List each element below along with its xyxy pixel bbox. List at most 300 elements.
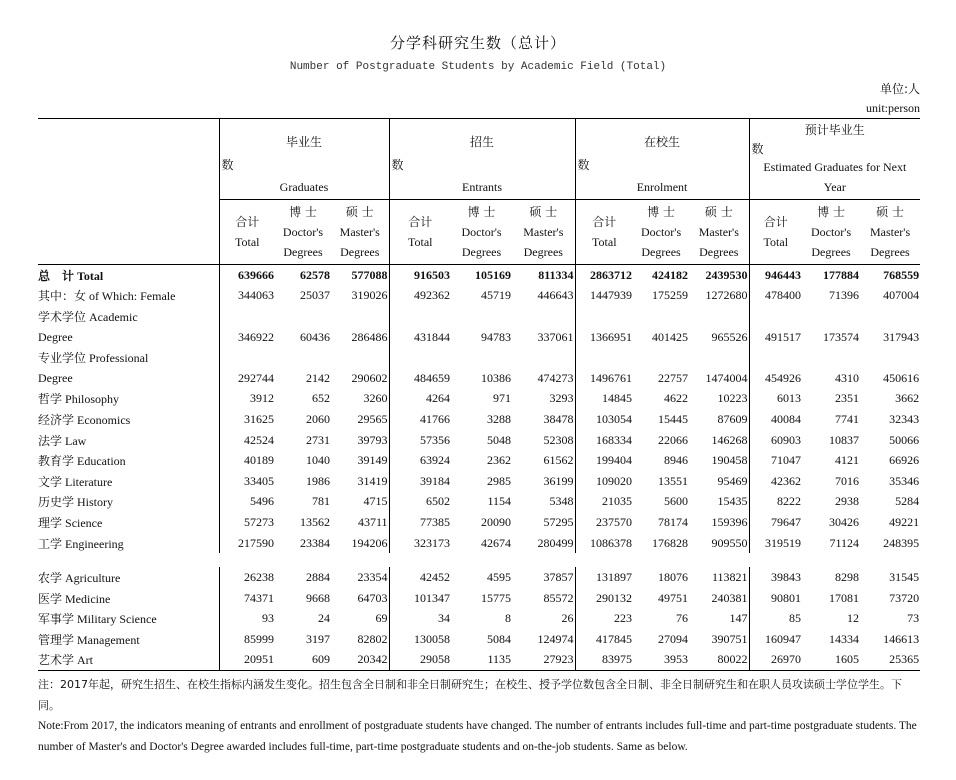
table-cell: 4595 (487, 570, 512, 585)
row-label-cn: 文学 (38, 474, 63, 489)
table-cell: 42452 (389, 567, 451, 588)
row-label-cn: 教育学 (38, 454, 75, 469)
table-cell: 17081 (829, 590, 860, 605)
table-cell: 109020 (575, 471, 633, 492)
subheader-doctor (633, 200, 689, 265)
table-cell: 93 (219, 609, 275, 630)
subheader-doctor (802, 200, 860, 265)
table-cell: 42524 (219, 430, 275, 451)
table-cell: 82802 (357, 631, 388, 646)
table-row (38, 347, 920, 368)
table-cell (331, 347, 389, 368)
table-cell: 15445 (658, 411, 689, 426)
subheader-total (749, 200, 802, 265)
row-label-en: Degree (38, 329, 73, 344)
table-cell: 32343 (889, 411, 920, 426)
table-cell: 2731 (306, 432, 330, 447)
table-cell: 69 (375, 611, 388, 626)
table-cell: 577088 (331, 265, 389, 286)
note-cn: 注：2017年起，研究生招生、在校生指标内涵发生变化。招生包含全日制和非全日制研究生；在校生、授予学位数包含全日制、非全日制研究生和在职人员攻读硕士学位学生。下同。 (38, 678, 902, 712)
subheader-total (219, 200, 275, 265)
row-label-en: Science (65, 515, 103, 530)
table-cell: 24 (318, 611, 330, 626)
table-cell: 10386 (481, 370, 512, 385)
table-cell: 36199 (543, 473, 574, 488)
table-cell: 31545 (889, 570, 920, 585)
table-cell (689, 306, 749, 327)
row-label-cn: 工学 (38, 536, 63, 551)
table-cell (860, 347, 920, 368)
subheader-total (389, 200, 451, 265)
table-cell: 14334 (829, 631, 860, 646)
subheader-text: Master's (869, 225, 911, 239)
subheader-text: 硕 士 (529, 205, 558, 219)
row-label-cn: 专业学位 (38, 351, 87, 366)
gap-cell (38, 553, 219, 567)
row-label-en: Education (77, 454, 126, 469)
table-cell: 22066 (658, 432, 689, 447)
table-cell: 280499 (537, 535, 574, 550)
table-cell: 2362 (487, 453, 512, 468)
table-cell: 9668 (306, 590, 330, 605)
row-label (38, 588, 219, 609)
table-cell: 4310 (835, 370, 860, 385)
table-cell: 38478 (543, 411, 574, 426)
table-cell: 3197 (306, 631, 330, 646)
table-row (38, 588, 920, 609)
table-cell: 40084 (749, 409, 802, 430)
table-cell: 39184 (389, 471, 451, 492)
row-label-cn: 哲学 (38, 392, 63, 407)
table-cell: 474273 (537, 370, 574, 385)
table-cell: 424182 (633, 265, 689, 286)
table-cell: 168334 (575, 430, 633, 451)
table-cell: 286486 (351, 329, 388, 344)
subheader-text: Master's (339, 225, 380, 239)
table-cell: 401425 (652, 329, 689, 344)
table-cell: 1086378 (575, 533, 633, 554)
gap-cell (802, 553, 860, 567)
table-cell: 248395 (883, 535, 920, 550)
table-cell: 1986 (306, 473, 330, 488)
table-cell: 317943 (883, 329, 920, 344)
group-header-enrolment (575, 119, 749, 200)
table-cell: 63924 (389, 450, 451, 471)
group-header-entrants (389, 119, 575, 200)
table-cell: 609 (275, 650, 331, 671)
subheader-text: 硕 士 (704, 205, 733, 219)
table-cell: 2142 (306, 370, 330, 385)
table-cell: 71124 (829, 535, 860, 550)
table-cell: 2351 (835, 391, 860, 406)
row-label-en: Engineering (65, 536, 124, 551)
row-label-en: Economics (77, 412, 131, 427)
table-cell: 1154 (487, 494, 512, 509)
table-cell: 43711 (357, 514, 388, 529)
table-cell: 3293 (549, 391, 574, 406)
row-label (38, 450, 219, 471)
table-cell (331, 306, 389, 327)
row-label-cn: 经济学 (38, 412, 75, 427)
postgraduate-table (38, 118, 920, 671)
row-label (38, 409, 219, 430)
row-label-en: Medicine (65, 591, 111, 606)
table-row (38, 609, 920, 630)
table-cell: 8946 (664, 453, 689, 468)
gap-cell (633, 553, 689, 567)
table-cell: 49751 (658, 590, 689, 605)
table-cell: 8222 (749, 492, 802, 513)
table-cell: 30426 (829, 514, 860, 529)
table-cell: 7016 (835, 473, 860, 488)
table-cell: 73720 (889, 590, 920, 605)
subheader-text: Degrees (523, 245, 563, 259)
row-label-cn: 法学 (38, 433, 63, 448)
table-row (38, 492, 920, 513)
table-cell: 3912 (219, 389, 275, 410)
table-cell (219, 306, 275, 327)
table-cell: 77385 (389, 512, 451, 533)
table-cell: 78174 (658, 514, 689, 529)
table-cell: 3288 (487, 411, 512, 426)
row-label (38, 327, 219, 348)
group-header-estimated (749, 119, 920, 200)
table-cell: 177884 (802, 265, 860, 286)
row-label-cn: 总 计 (38, 268, 75, 283)
table-cell: 25037 (300, 288, 330, 303)
row-label-en: Management (77, 632, 140, 647)
row-label (38, 286, 219, 307)
subheader-text: Degrees (340, 245, 380, 259)
table-cell: 652 (312, 391, 330, 406)
table-cell: 95469 (717, 473, 748, 488)
table-cell: 4715 (363, 494, 388, 509)
row-label-en: Degree (38, 370, 73, 385)
table-cell: 57356 (389, 430, 451, 451)
page-subtitle: Number of Postgraduate Students by Academic Field (Total) (289, 61, 667, 73)
table-cell: 66926 (889, 453, 920, 468)
table-cell: 20951 (219, 650, 275, 671)
row-label-en: Professional (89, 351, 149, 366)
table-cell: 76 (676, 611, 689, 626)
table-row (38, 533, 920, 554)
group-cn-label: 毕业生 (286, 135, 323, 149)
table-cell: 85572 (543, 590, 574, 605)
table-cell: 13562 (300, 514, 330, 529)
group-header-graduates (219, 119, 389, 200)
table-cell: 29058 (389, 650, 451, 671)
table-cell: 491517 (749, 327, 802, 348)
table-cell (749, 347, 802, 368)
subheader-text: 合计 (592, 215, 617, 229)
table-cell: 39149 (357, 453, 388, 468)
gap-cell (860, 553, 920, 567)
subheader-text: Total (408, 235, 433, 249)
row-label (38, 512, 219, 533)
table-cell: 319519 (749, 533, 802, 554)
subheader-text: 博 士 (647, 205, 675, 219)
table-cell: 23384 (300, 535, 330, 550)
table-cell (860, 306, 920, 327)
table-cell: 4622 (664, 391, 689, 406)
table-cell: 39793 (357, 432, 388, 447)
table-cell: 240381 (711, 590, 748, 605)
table-cell: 12 (847, 611, 860, 626)
table-cell: 337061 (537, 329, 574, 344)
table-cell: 8 (505, 611, 512, 626)
row-label-en: Law (65, 433, 87, 448)
row-label-cn: 管理学 (38, 632, 75, 647)
row-label-header (38, 119, 219, 265)
table-cell: 3662 (895, 391, 920, 406)
gap-cell (512, 553, 575, 567)
table-cell: 478400 (749, 286, 802, 307)
row-label (38, 609, 219, 630)
table-cell: 61562 (543, 453, 574, 468)
subheader-text: 合计 (763, 215, 788, 229)
subheader-text: 博 士 (289, 205, 317, 219)
table-cell: 323173 (389, 533, 451, 554)
row-label-cn: 其中：女 (38, 289, 87, 304)
table-cell: 74371 (219, 588, 275, 609)
table-cell: 971 (493, 391, 512, 406)
row-label (38, 650, 219, 671)
table-cell: 33405 (219, 471, 275, 492)
subheader-text: Degrees (811, 245, 851, 259)
note-en: Note:From 2017, the indicators meaning of entrants and enrollment of postgraduate students have changed. The number of entrants includes full-time and part-time postgraduate students. The number of Master's and Doctor's Degree awarded includes full-time, part-time postgraduate students and on-the-job students. Same as below. (38, 720, 917, 753)
subheader-doctor (275, 200, 331, 265)
table-row (38, 286, 920, 307)
row-label-en: Art (77, 653, 94, 668)
table-cell: 417845 (575, 629, 633, 650)
table-cell: 85999 (219, 629, 275, 650)
subheader-text: Master's (523, 225, 564, 239)
table-cell (802, 347, 860, 368)
table-cell: 50066 (889, 432, 920, 447)
table-cell: 90801 (749, 588, 802, 609)
table-cell: 42362 (749, 471, 802, 492)
subheader-text: Degrees (641, 245, 681, 259)
gap-cell (749, 553, 802, 567)
table-cell: 60903 (749, 430, 802, 451)
table-cell: 450616 (883, 370, 920, 385)
table-cell: 85 (749, 609, 802, 630)
subheader-master (689, 200, 749, 265)
table-cell: 10837 (829, 432, 860, 447)
table-cell (689, 347, 749, 368)
table-cell: 71396 (829, 288, 860, 303)
row-label-en: Academic (89, 309, 138, 324)
table-cell: 40189 (219, 450, 275, 471)
table-row (38, 629, 920, 650)
table-cell: 20342 (331, 650, 389, 671)
table-cell: 146268 (711, 432, 748, 447)
table-cell: 768559 (860, 265, 920, 286)
table-cell: 39843 (749, 567, 802, 588)
table-cell: 87609 (717, 411, 748, 426)
table-row (38, 327, 920, 348)
row-label (38, 471, 219, 492)
table-cell: 79647 (749, 512, 802, 533)
gap-cell (275, 553, 331, 567)
table-cell: 1040 (306, 453, 330, 468)
table-cell: 23354 (357, 570, 388, 585)
table-cell: 407004 (883, 288, 920, 303)
table-cell: 147 (729, 611, 748, 626)
table-cell: 52308 (543, 432, 574, 447)
table-cell (575, 306, 633, 327)
table-cell: 26970 (749, 650, 802, 671)
subheader-text: Degrees (283, 245, 323, 259)
table-cell: 21035 (575, 492, 633, 513)
table-cell (575, 347, 633, 368)
table-row (38, 567, 920, 588)
table-cell: 916503 (389, 265, 451, 286)
group-en-label: Graduates (279, 180, 329, 194)
group-shu-label: 数 (751, 142, 764, 156)
table-cell: 103054 (575, 409, 633, 430)
table-cell (633, 306, 689, 327)
table-cell: 4121 (835, 453, 860, 468)
table-cell: 1496761 (575, 368, 633, 389)
row-label-cn: 农学 (38, 571, 63, 586)
row-label (38, 368, 219, 389)
subheader-doctor (451, 200, 512, 265)
table-cell: 176828 (652, 535, 689, 550)
row-label-en: Literature (65, 474, 113, 489)
table-cell: 14845 (575, 389, 633, 410)
table-cell: 5284 (895, 494, 920, 509)
table-cell: 2985 (487, 473, 512, 488)
gap-cell (331, 553, 389, 567)
table-cell: 1474004 (705, 370, 748, 385)
subheader-master (331, 200, 389, 265)
subheader-text: Doctor's (640, 225, 682, 239)
table-cell: 25365 (860, 650, 920, 671)
table-cell: 446643 (537, 288, 574, 303)
table-cell: 2439530 (689, 265, 749, 286)
group-shu-label: 数 (221, 158, 234, 172)
subheader-text: Total (235, 235, 260, 249)
group-cn-label: 在校生 (644, 135, 681, 149)
table-cell: 290132 (575, 588, 633, 609)
table-cell: 1447939 (575, 286, 633, 307)
table-cell: 5600 (664, 494, 689, 509)
table-cell (389, 306, 451, 327)
row-label-en: Military Science (77, 612, 157, 627)
row-label-en: Agriculture (65, 571, 121, 586)
table-cell: 292744 (219, 368, 275, 389)
table-cell: 4264 (389, 389, 451, 410)
table-cell: 71047 (749, 450, 802, 471)
table-cell: 57273 (219, 512, 275, 533)
table-cell: 31419 (357, 473, 388, 488)
table-cell: 45719 (481, 288, 512, 303)
table-cell: 20090 (481, 514, 512, 529)
table-cell: 15775 (481, 590, 512, 605)
subheader-text: Master's (698, 225, 739, 239)
subheader-text: Total (592, 235, 617, 249)
gap-cell (219, 553, 275, 567)
table-cell: 130058 (389, 629, 451, 650)
row-label-cn: 艺术学 (38, 653, 75, 668)
row-label (38, 533, 219, 554)
gap-cell (451, 553, 512, 567)
table-row (38, 306, 920, 327)
subheader-text: Doctor's (810, 225, 852, 239)
table-cell (512, 306, 575, 327)
table-cell: 454926 (749, 368, 802, 389)
table-cell: 26 (561, 611, 574, 626)
group-shu-label: 数 (391, 158, 404, 172)
table-cell: 2863712 (575, 265, 633, 286)
table-cell: 60436 (300, 329, 330, 344)
subheader-text: Doctor's (461, 225, 502, 239)
table-cell: 811334 (512, 265, 575, 286)
table-cell: 94783 (481, 329, 512, 344)
table-row (38, 409, 920, 430)
table-cell: 639666 (219, 265, 275, 286)
row-label-cn: 学术学位 (38, 309, 87, 324)
table-cell: 223 (575, 609, 633, 630)
subheader-text: 合计 (235, 215, 260, 229)
table-cell: 5084 (487, 631, 512, 646)
table-cell: 101347 (389, 588, 451, 609)
table-cell (219, 347, 275, 368)
row-label-cn: 历史学 (38, 495, 75, 510)
gap-cell (689, 553, 749, 567)
table-cell: 35346 (889, 473, 920, 488)
table-cell (512, 347, 575, 368)
table-cell (802, 306, 860, 327)
row-label-en: Philosophy (65, 392, 120, 407)
table-cell: 64703 (357, 590, 388, 605)
table-cell: 22757 (658, 370, 689, 385)
table-cell: 41766 (389, 409, 451, 430)
row-label (38, 306, 219, 327)
table-cell (749, 306, 802, 327)
table-cell: 146613 (883, 631, 920, 646)
table-cell (389, 347, 451, 368)
table-cell: 160947 (749, 629, 802, 650)
row-label-cn: 军事学 (38, 612, 75, 627)
subheader-text: Doctor's (282, 225, 324, 239)
table-cell (275, 347, 331, 368)
table-row (38, 430, 920, 451)
table-cell: 5048 (487, 432, 512, 447)
subheader-text: 博 士 (467, 205, 496, 219)
table-cell: 27923 (512, 650, 575, 671)
table-cell (275, 306, 331, 327)
row-label (38, 492, 219, 513)
table-cell: 319026 (351, 288, 388, 303)
subheader-total (575, 200, 633, 265)
table-cell: 42674 (481, 535, 512, 550)
table-cell (451, 347, 512, 368)
table-cell: 8298 (835, 570, 860, 585)
subheader-text: 博 士 (817, 205, 845, 219)
table-cell: 26238 (219, 567, 275, 588)
group-en-label: Enrolment (636, 180, 688, 194)
subheader-text: 合计 (408, 215, 433, 229)
table-cell: 217590 (219, 533, 275, 554)
row-label (38, 567, 219, 588)
subheader-text: Degrees (699, 245, 739, 259)
table-cell: 5348 (549, 494, 574, 509)
table-cell: 80022 (689, 650, 749, 671)
table-cell: 13551 (658, 473, 689, 488)
table-cell: 37857 (543, 570, 574, 585)
